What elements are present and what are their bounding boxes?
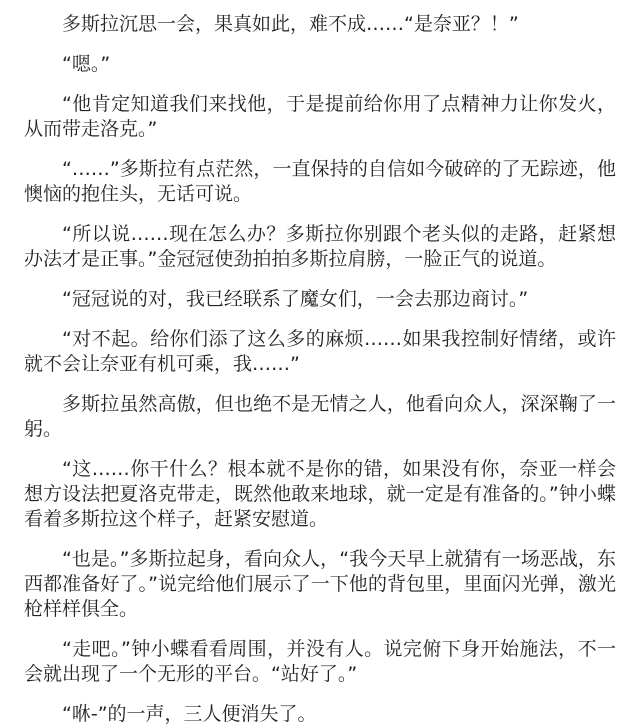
paragraph: “这……你干什么？根本就不是你的错，如果没有你，奈亚一样会想方设法把夏洛克带走，既然他敢来地球，就一定是有准备的。”钟小蝶看着多斯拉这个样子，赶紧安慰道。 xyxy=(24,458,616,530)
paragraph: 多斯拉沉思一会，果真如此，难不成……“是奈亚？！” xyxy=(62,13,519,35)
paragraph: “他肯定知道我们来找他，于是提前给你用了点精神力让你发火，从而带走洛克。” xyxy=(24,93,616,140)
paragraph: “所以说……现在怎么办？多斯拉你别跟个老头似的走路，赶紧想办法才是正事。”金冠冠使劲拍拍多斯拉肩膀，一脸正气的说道。 xyxy=(24,223,616,270)
paragraph: “对不起。给你们添了这么多的麻烦……如果我控制好情绪，或许就不会让奈亚有机可乘，我……” xyxy=(24,328,616,375)
paragraph: 多斯拉虽然高傲，但也绝不是无情之人，他看向众人，深深鞠了一躬。 xyxy=(24,393,616,440)
paragraph: “嗯。” xyxy=(62,53,111,75)
paragraph: “冠冠说的对，我已经联系了魔女们，一会去那边商讨。” xyxy=(62,288,529,310)
paragraph: “咻-”的一声，三人便消失了。 xyxy=(62,703,317,725)
paragraph: “……”多斯拉有点茫然，一直保持的自信如今破碎的了无踪迹，他懊恼的抱住头，无话可说。 xyxy=(24,158,616,205)
paragraph: “走吧。”钟小蝶看看周围，并没有人。说完俯下身开始施法，不一会就出现了一个无形的平台。“站好了。” xyxy=(24,638,616,685)
paragraph: “也是。”多斯拉起身，看向众人，“我今天早上就猜有一场恶战，东西都准备好了。”说完给他们展示了一下他的背包里，里面闪光弹，激光枪样样俱全。 xyxy=(24,548,616,620)
